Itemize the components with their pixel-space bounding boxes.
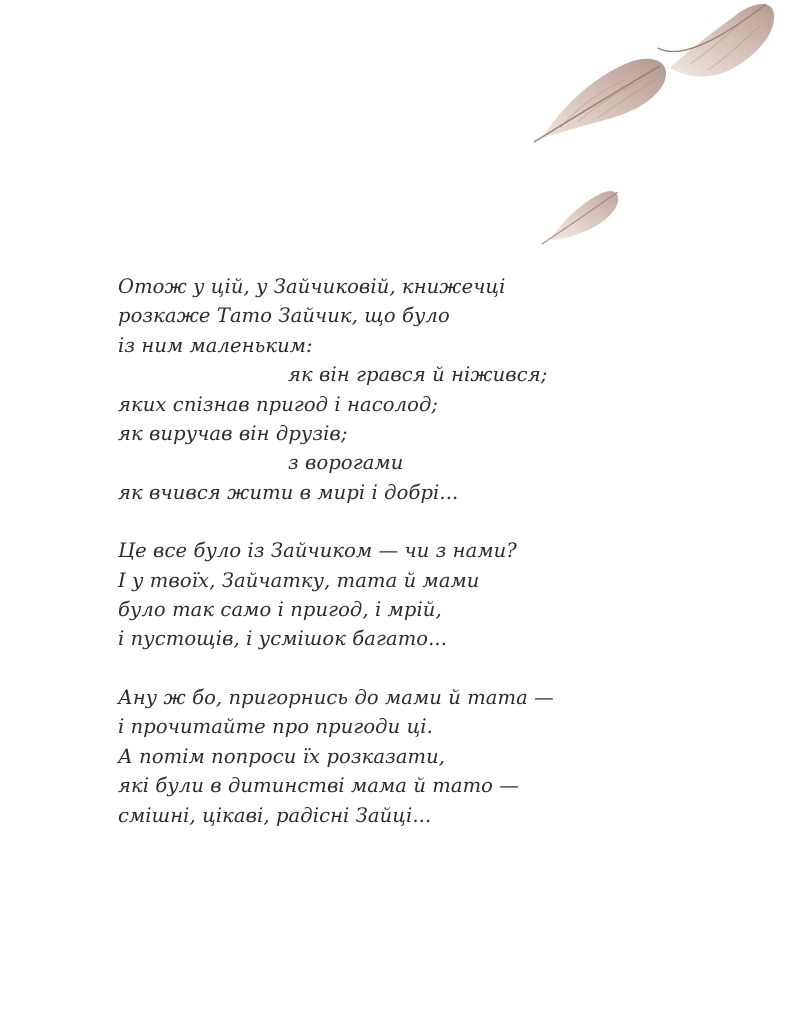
feathers-illustration-icon — [520, 0, 792, 260]
poem-line: розкаже Тато Зайчик, що було — [118, 304, 450, 328]
poem-line: І у твоїх, Зайчатку, тата й мами — [118, 568, 480, 592]
poem — [118, 272, 678, 859]
poem-line: Отож у цій, у Зайчиковій, книжечці — [118, 275, 506, 298]
stanza-3 — [118, 683, 678, 830]
feather-small-icon — [542, 191, 618, 244]
poem-line-indented: з ворогами — [288, 451, 404, 475]
poem-line: із ним маленьким: — [118, 333, 313, 357]
poem-line: Ану ж бо, пригорнись до мами й тата — — [118, 685, 554, 709]
poem-line-indented: як він грався й ніжився; — [288, 363, 548, 387]
poem-line: було так само і пригод, і мрій, — [118, 598, 442, 622]
poem-line: які були в дитинстві мама й тато — — [118, 774, 519, 798]
poem-line: як виручав він друзів; — [118, 422, 348, 446]
poem-line: і прочитайте про пригоди ці. — [118, 715, 433, 739]
poem-line: Це все було із Зайчиком — чи з нами? — [118, 539, 517, 563]
poem-line: і пустощів, і усмішок багато... — [118, 627, 448, 651]
stanza-2 — [118, 536, 678, 654]
feather-large-icon — [534, 59, 666, 142]
poem-line: смішні, цікаві, радісні Зайці... — [118, 803, 432, 827]
stanza-1 — [118, 272, 678, 507]
feather-top-icon — [658, 4, 774, 77]
poem-line: А потім попроси їх розказати, — [118, 744, 446, 768]
poem-line: яких спізнав пригод і насолод; — [118, 392, 439, 416]
poem-line: як вчився жити в мирі і добрі... — [118, 480, 459, 504]
